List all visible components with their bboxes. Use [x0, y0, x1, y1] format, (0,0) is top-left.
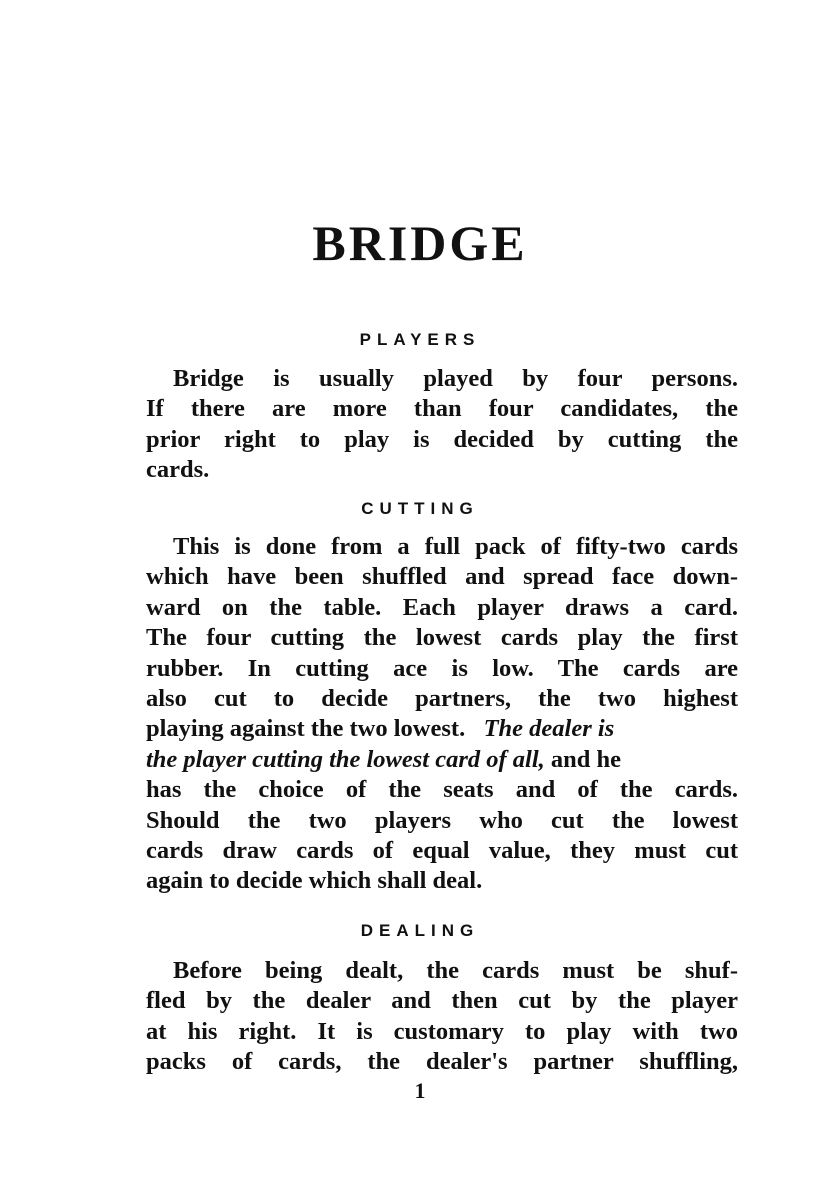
text-line: cards draw cards of equal value, they must cut [146, 836, 738, 864]
text-line: ward on the table. Each player draws a card. [146, 593, 738, 621]
text-line-mixed [146, 714, 738, 744]
text-line: has the choice of the seats and of the cards. [146, 776, 738, 804]
section-heading-cutting: CUTTING [361, 499, 479, 518]
text-line: again to decide which shall deal. [146, 867, 483, 895]
page-title: BRIDGE [312, 215, 528, 271]
paragraph-dealing [146, 956, 738, 1078]
page-number: 1 [414, 1078, 426, 1103]
italic-text-run: the player cutting the lowest card of all, [146, 745, 545, 773]
section-heading-players: PLAYERS [359, 330, 481, 349]
text-line: packs of cards, the dealer's partner shuffling, [146, 1048, 738, 1076]
text-line: also cut to decide partners, the two highest [146, 684, 738, 712]
text-line: fled by the dealer and then cut by the player [146, 987, 738, 1015]
text-line: cards. [146, 456, 210, 484]
text-line: Before being dealt, the cards must be shuf- [173, 957, 738, 984]
text-line: This is done from a full pack of fifty-two cards [173, 533, 738, 560]
text-run: and he [550, 745, 622, 773]
italic-text-run: The dealer is [483, 715, 615, 743]
text-line: which have been shuffled and spread face down- [146, 563, 738, 591]
text-line: The four cutting the lowest cards play the first [146, 624, 738, 652]
text-line: Bridge is usually played by four persons. [173, 365, 738, 392]
text-line: Should the two players who cut the lowest [146, 806, 738, 834]
text-line: If there are more than four candidates, the [146, 395, 738, 423]
text-line: rubber. In cutting ace is low. The cards are [146, 654, 738, 682]
section-heading-dealing: DEALING [360, 921, 480, 940]
text-line: at his right. It is customary to play with two [146, 1017, 738, 1045]
text-line: prior right to play is decided by cutting the [146, 425, 738, 453]
paragraph-players [146, 364, 738, 486]
text-line-mixed [146, 745, 738, 775]
paragraph-cutting [146, 532, 738, 897]
text-run: playing against the two lowest. [146, 715, 466, 743]
